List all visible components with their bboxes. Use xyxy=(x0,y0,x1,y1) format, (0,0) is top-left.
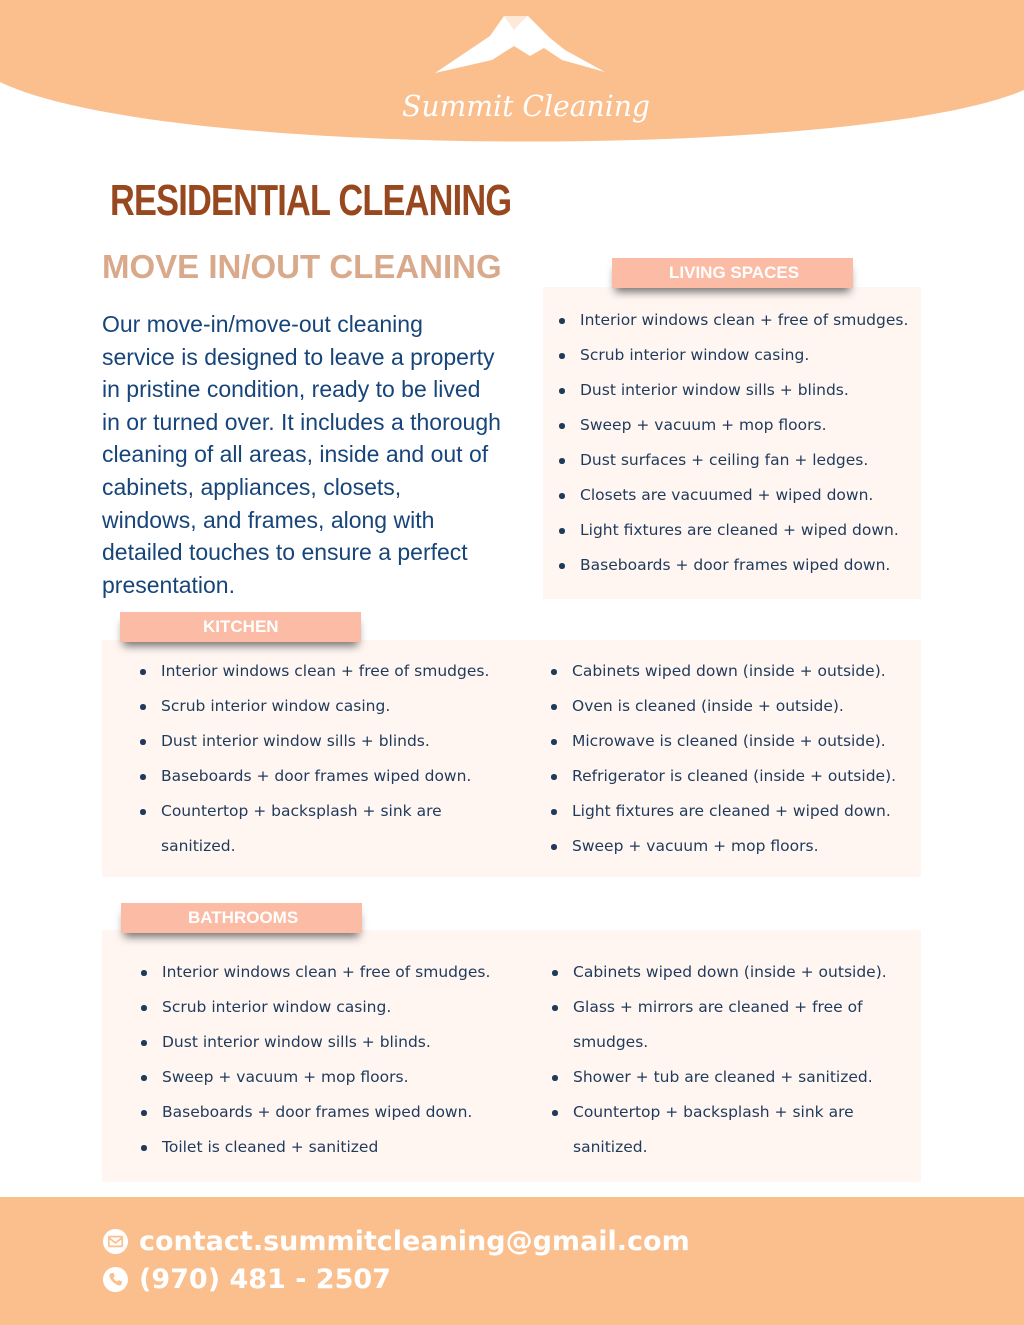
list-item: Scrub interior window casing. xyxy=(556,338,908,373)
list-item: Dust interior window sills + blinds. xyxy=(137,724,489,759)
mountain-icon xyxy=(435,16,605,73)
list-item: Cabinets wiped down (inside + outside). xyxy=(549,955,887,990)
email-row[interactable] xyxy=(102,1226,690,1257)
list-item: Scrub interior window casing. xyxy=(138,990,490,1025)
list-item: Oven is cleaned (inside + outside). xyxy=(548,689,896,724)
phone-row[interactable] xyxy=(102,1264,391,1295)
bathrooms-tab xyxy=(121,903,362,933)
list-item: Shower + tub are cleaned + sanitized. xyxy=(549,1060,887,1095)
list-item: Baseboards + door frames wiped down. xyxy=(556,548,908,583)
list-item: Interior windows clean + free of smudges. xyxy=(137,654,489,689)
list-item-continuation: sanitized. xyxy=(573,1138,648,1156)
phone-number[interactable]: (970) 481 - 2507 xyxy=(139,1264,391,1295)
list-item: Interior windows clean + free of smudges. xyxy=(138,955,490,990)
list-item: Sweep + vacuum + mop floors. xyxy=(548,829,896,864)
contact-footer xyxy=(0,1197,1024,1325)
list-item: Countertop + backsplash + sink are xyxy=(137,794,489,829)
kitchen-list-right xyxy=(548,654,896,864)
list-item: Sweep + vacuum + mop floors. xyxy=(138,1060,490,1095)
list-item: Dust surfaces + ceiling fan + ledges. xyxy=(556,443,908,478)
living-spaces-list xyxy=(556,303,908,583)
list-item: Toilet is cleaned + sanitized xyxy=(138,1130,490,1165)
kitchen-list-left xyxy=(137,654,489,864)
list-item: Countertop + backsplash + sink are xyxy=(549,1095,887,1130)
list-item: Cabinets wiped down (inside + outside). xyxy=(548,654,896,689)
list-item: Baseboards + door frames wiped down. xyxy=(138,1095,490,1130)
living-spaces-label: LIVING SPACES xyxy=(669,263,800,282)
bathrooms-list-right xyxy=(549,955,887,1165)
page-title: RESIDENTIAL CLEANING xyxy=(110,176,512,225)
list-item: Dust interior window sills + blinds. xyxy=(138,1025,490,1060)
brand-logo xyxy=(380,8,670,148)
list-item: Glass + mirrors are cleaned + free of xyxy=(549,990,887,1025)
list-item: Closets are vacuumed + wiped down. xyxy=(556,478,908,513)
list-item: Baseboards + door frames wiped down. xyxy=(137,759,489,794)
mail-icon xyxy=(102,1228,129,1255)
intro-paragraph: Our move-in/move-out cleaning service is designed to leave a property in pristine condition, ready to be lived in or turned over. It includes a thorough cleaning of all areas, inside and out of cabinets, appliances, closets, windows, and frames, along with detailed touches to ensure a perfect presentation. xyxy=(102,311,501,598)
service-subtitle: MOVE IN/OUT CLEANING xyxy=(102,248,502,285)
list-item: Microwave is cleaned (inside + outside). xyxy=(548,724,896,759)
list-item: Dust interior window sills + blinds. xyxy=(556,373,908,408)
list-item: Scrub interior window casing. xyxy=(137,689,489,724)
living-spaces-tab xyxy=(612,258,853,288)
email-address[interactable]: contact.summitcleaning@gmail.com xyxy=(139,1226,690,1257)
kitchen-tab xyxy=(120,612,361,642)
list-item: Light fixtures are cleaned + wiped down. xyxy=(548,794,896,829)
list-item-continuation: smudges. xyxy=(573,1033,649,1051)
phone-icon xyxy=(102,1266,129,1293)
kitchen-label: KITCHEN xyxy=(203,617,279,636)
list-item: Sweep + vacuum + mop floors. xyxy=(556,408,908,443)
list-item-continuation: sanitized. xyxy=(161,837,236,855)
list-item: Light fixtures are cleaned + wiped down. xyxy=(556,513,908,548)
bathrooms-label: BATHROOMS xyxy=(188,908,299,927)
list-item: Interior windows clean + free of smudges. xyxy=(556,303,908,338)
brand-name: Summit Cleaning xyxy=(402,89,650,123)
bathrooms-list-left xyxy=(138,955,490,1165)
list-item: Refrigerator is cleaned (inside + outside). xyxy=(548,759,896,794)
